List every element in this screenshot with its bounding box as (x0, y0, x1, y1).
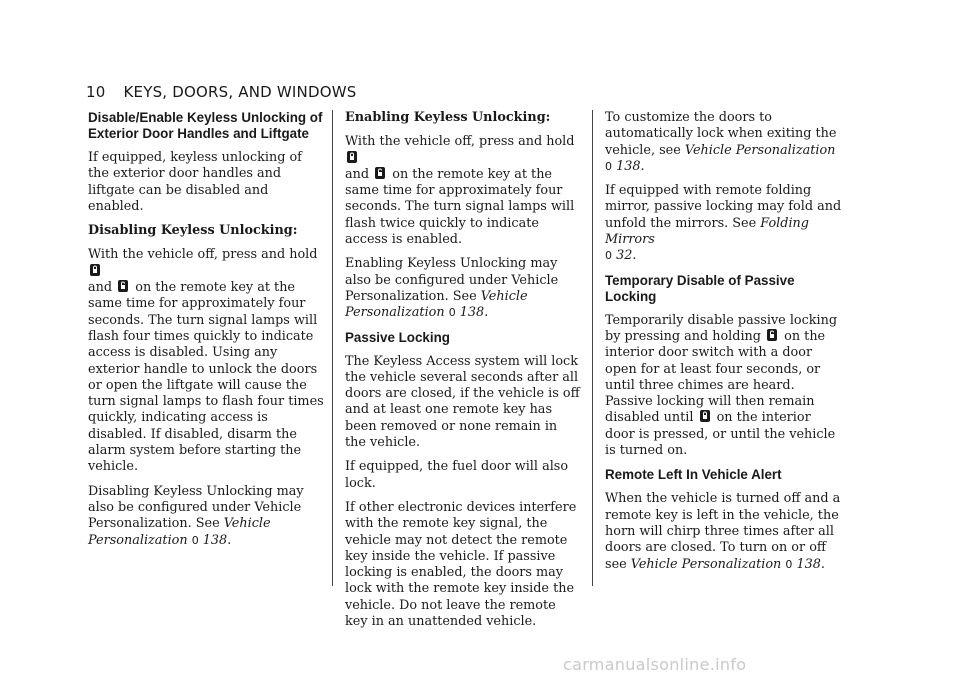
paragraph: With the vehicle off, press and hold and on the remote key at the same time for approximately four seconds. The turn signal lamps will flash twice quickly to indicate access is enabled. (345, 134, 575, 248)
arrow-icon: 0 (785, 557, 793, 571)
xref-link[interactable]: Folding Mirrors 0 32 (605, 215, 809, 264)
arrow-icon: 0 (605, 159, 612, 173)
paragraph: If equipped with remote folding mirror, passive locking may fold and unfold the mirrors. See Folding Mirrors 0 32. (605, 183, 842, 264)
heading-passive-locking: Passive Locking (345, 329, 450, 345)
xref-link[interactable]: Vehicle Personalization 0 138 (345, 288, 528, 321)
unlock-key-icon (375, 167, 385, 179)
xref-link[interactable]: Vehicle Personalization 0 138 (88, 516, 271, 548)
column-divider (592, 110, 593, 586)
paragraph: Temporarily disable passive locking by pressing and holding on the interior door switch with a door open for at least four seconds, or until three chimes are heard. Passive locking will then remain disabled until on the interior door is pressed, or until the vehicle is turned on. (605, 312, 838, 459)
unlock-key-icon (118, 280, 128, 292)
arrow-icon: 0 (191, 533, 199, 547)
lock-key-icon (347, 151, 357, 163)
heading-temporary-disable: Temporary Disable of Passive Locking (605, 272, 795, 304)
paragraph: If equipped, the fuel door will also lock. (345, 459, 569, 491)
paragraph: The Keyless Access system will lock the vehicle several seconds after all doors are closed, if the vehicle is off and at least one remote key has been removed or none remain in the vehicle. (345, 353, 580, 451)
paragraph: When the vehicle is turned off and a remote key is left in the vehicle, the horn will chirp three times after all doors are closed. To turn on or off see Vehicle Personalization 0 138. (605, 491, 841, 572)
heading-disable-enable-keyless: Disable/Enable Keyless Unlocking of Exterior Door Handles and Liftgate (88, 110, 323, 141)
paragraph: Disabling Keyless Unlocking may also be configured under Vehicle Personalization. See Vehicle Personalization 0 138. (88, 483, 304, 548)
xref-link[interactable]: Vehicle Personalization 0 138 (605, 142, 836, 174)
subheading-enabling: Enabling Keyless Unlocking: (345, 110, 551, 125)
page-header (86, 83, 356, 101)
xref-link[interactable]: Vehicle Personalization 0 138 (630, 556, 821, 572)
paragraph: If other electronic devices interfere with the remote key signal, the vehicle may not detect the remote key inside the vehicle. If passive locking is enabled, the doors may lock with the remote key inside the vehicle. Do not leave the remote key in an unattended vehicle. (345, 499, 577, 630)
paragraph: If equipped, keyless unlocking of the exterior door handles and liftgate can be disabled and enabled. (88, 150, 302, 214)
column-3 (605, 110, 842, 581)
column-1 (88, 110, 326, 557)
column-2 (345, 110, 581, 638)
watermark: carmanualsonline.info (563, 655, 747, 674)
unlock-key-icon (767, 329, 777, 341)
arrow-icon: 0 (605, 249, 612, 263)
arrow-icon: 0 (448, 306, 456, 320)
section-title: KEYS, DOORS, AND WINDOWS (123, 83, 357, 101)
heading-remote-left-alert: Remote Left In Vehicle Alert (605, 467, 782, 483)
paragraph: Enabling Keyless Unlocking may also be configured under Vehicle Personalization. See Vehicle Personalization 0 138. (345, 256, 559, 321)
paragraph: With the vehicle off, press and hold and on the remote key at the same time for approximately four seconds. The turn signal lamps will flash four times quickly to indicate access is disabled. Using any exterior handle to unlock the doors or open the liftgate will cause the turn signal lamps to flash four times quickly, indicating access is disabled. If disabled, disarm the alarm system before starting the vehicle. (88, 247, 324, 475)
lock-key-icon (700, 410, 710, 422)
page-number: 10 (86, 83, 106, 101)
subheading-disabling: Disabling Keyless Unlocking: (88, 223, 298, 239)
lock-key-icon (90, 264, 100, 276)
paragraph: To customize the doors to automatically lock when exiting the vehicle, see Vehicle Personalization 0 138. (605, 110, 837, 174)
column-divider (332, 110, 333, 586)
